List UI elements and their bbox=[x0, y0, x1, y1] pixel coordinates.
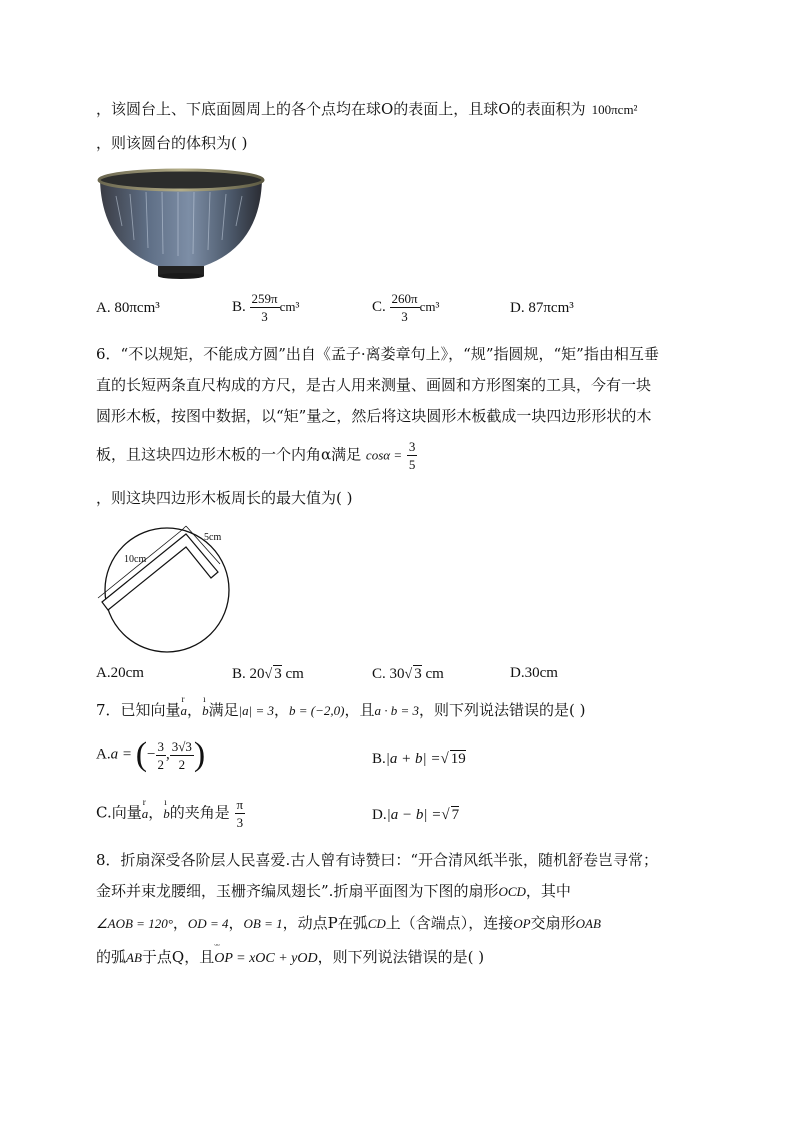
q8-line1: 8．折扇深受各阶层人民喜爱.古人曾有诗赞曰：“开合清风纸半张，随机舒卷岂寻常； bbox=[96, 851, 658, 869]
q7-stem: 7．已知向量r a，ı b满足|a| = 3，b = (−2,0)，且a · b = 3，则下列说法错误的是( ) bbox=[96, 699, 586, 720]
q5-option-c: C. $\frac{260\pi}{3}$ cm³ bbox=[372, 291, 440, 324]
q6-option-b: B. 20√ 3 cm bbox=[232, 666, 304, 682]
figure-label-5cm: 5cm bbox=[204, 532, 222, 543]
q7-option-c: C.向量r a，ı b的夹角是 $\frac{\pi}{3}$ bbox=[96, 798, 245, 829]
q5-option-d: D. 87πcm³ bbox=[510, 300, 574, 316]
q8-line2: 金环并束龙腰细，玉栅齐编凤翅长”.折扇平面图为下图的扇形OCD，其中 bbox=[96, 882, 571, 900]
q8-line3: ∠AOB = 120°，OD = 4，OB = 1，动点P在弧CD上（含端点），连接OP交扇形OAB bbox=[96, 914, 601, 932]
q5-line2: ，则该圆台的体积为( ) bbox=[96, 134, 248, 152]
q6-option-c: C. 30√ 3 cm bbox=[372, 666, 444, 682]
q7-option-d: D.|a − b| =√ 7 bbox=[372, 807, 460, 823]
q6-line2: 直的长短两条直尺构成的方尺，是古人用来测量、画圆和方形图案的工具，今有一块 bbox=[96, 376, 652, 394]
q5-line1: ，该圆台上、下底面圆周上的各个点均在球O的表面上，且球O的表面积为 100πcm² bbox=[96, 100, 638, 118]
q6-option-a: A.20cm bbox=[96, 665, 144, 681]
q5-option-b: B. $\frac{259\pi}{3}$ cm³ bbox=[232, 291, 300, 324]
q6-line4: 板，且这块四边形木板的一个内角α满足 cosα = $\frac{3}{5}$ bbox=[96, 439, 416, 472]
q6-line1: 6．“不以规矩，不能成方圆”出自《孟子·离娄章句上》，“规”指圆规，“矩”指由相互垂 bbox=[96, 345, 659, 363]
q5-surface-area: 100πcm² bbox=[591, 102, 638, 117]
q7-option-a: A.a = (− $\frac{3}{2}$ , $\frac{3√3}{2}$ ) bbox=[96, 736, 206, 773]
q7-option-b: B.|a + b| =√ 19 bbox=[372, 751, 466, 767]
q8-line4: 的弧AB于点Q，且ᵕᵕᵕ OP = xOC + yOD，则下列说法错误的是( ) bbox=[96, 946, 484, 967]
q6-line3: 圆形木板，按图中数据，以“矩”量之，然后将这块圆形木板截成一块四边形形状的木 bbox=[96, 407, 652, 425]
q6-option-d: D.30cm bbox=[510, 665, 558, 681]
bowl-image bbox=[96, 166, 266, 284]
q6-line5: ，则这块四边形木板周长的最大值为( ) bbox=[96, 489, 353, 507]
q5-option-a: A. 80πcm³ bbox=[96, 300, 160, 316]
figure-label-10cm: 10cm bbox=[124, 554, 147, 565]
